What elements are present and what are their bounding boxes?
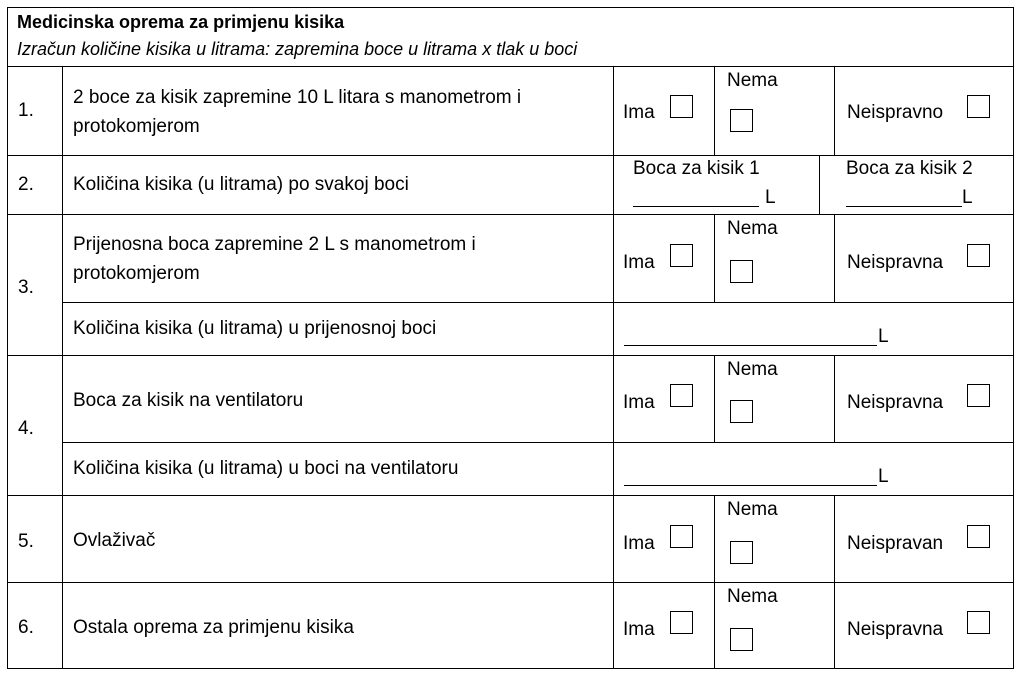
nema-checkbox[interactable] bbox=[730, 400, 753, 423]
option-faulty-label: Neispravna bbox=[847, 392, 944, 413]
boca-1-input-line[interactable] bbox=[633, 206, 759, 207]
table-border-right bbox=[1013, 7, 1014, 669]
col-divider-ima-r1 bbox=[714, 66, 715, 155]
option-faulty-label: Neispravna bbox=[847, 619, 944, 640]
row-number: 2. bbox=[18, 174, 34, 195]
option-ima-label: Ima bbox=[623, 102, 655, 123]
option-nema-label: Nema bbox=[727, 586, 778, 607]
row-label-line2: protokomjerom bbox=[73, 116, 200, 137]
ima-checkbox[interactable] bbox=[670, 525, 693, 548]
row-label: Ovlaživač bbox=[73, 530, 156, 551]
option-nema-label: Nema bbox=[727, 218, 778, 239]
col-divider-num bbox=[62, 66, 63, 669]
col-divider-nema-r6 bbox=[834, 582, 835, 668]
quantity-unit: L bbox=[878, 466, 889, 487]
form-title: Medicinska oprema za primjenu kisika bbox=[17, 12, 345, 32]
quantity-label: Količina kisika (u litrama) u prijenosnoj boci bbox=[73, 318, 437, 339]
col-divider-ima-r6 bbox=[714, 582, 715, 668]
row-label-line2: protokomjerom bbox=[73, 263, 200, 284]
nema-checkbox[interactable] bbox=[730, 628, 753, 651]
table-border-header-bottom bbox=[7, 66, 1014, 67]
option-ima-label: Ima bbox=[623, 533, 655, 554]
boca-1-label: Boca za kisik 1 bbox=[633, 158, 760, 179]
row-divider-5-6 bbox=[7, 582, 1014, 583]
option-ima-label: Ima bbox=[623, 392, 655, 413]
row-divider-4-sub bbox=[62, 442, 1014, 443]
option-ima-label: Ima bbox=[623, 619, 655, 640]
row-number: 5. bbox=[18, 531, 34, 552]
quantity-unit: L bbox=[878, 326, 889, 347]
boca-2-unit: L bbox=[962, 187, 973, 208]
boca-2-label: Boca za kisik 2 bbox=[846, 158, 973, 179]
ima-checkbox[interactable] bbox=[670, 95, 693, 118]
row-divider-2-3 bbox=[7, 214, 1014, 215]
faulty-checkbox[interactable] bbox=[967, 525, 990, 548]
row-label-line1: 2 boce za kisik zapremine 10 L litara s manometrom i bbox=[73, 87, 522, 108]
option-ima-label: Ima bbox=[623, 252, 655, 273]
option-nema-label: Nema bbox=[727, 499, 778, 520]
row-divider-4-5 bbox=[7, 495, 1014, 496]
row-label: Boca za kisik na ventilatoru bbox=[73, 390, 304, 411]
faulty-checkbox[interactable] bbox=[967, 244, 990, 267]
option-nema-label: Nema bbox=[727, 359, 778, 380]
form-subtitle: Izračun količine kisika u litrama: zapremina boce u litrama x tlak u boci bbox=[17, 39, 578, 59]
boca-2-input-line[interactable] bbox=[846, 206, 962, 207]
col-divider-nema-r1 bbox=[834, 66, 835, 155]
row-label: Količina kisika (u litrama) po svakoj boci bbox=[73, 174, 409, 195]
quantity-input-line[interactable] bbox=[624, 485, 877, 486]
col-divider-ima-r5 bbox=[714, 495, 715, 582]
row-label: Ostala oprema za primjenu kisika bbox=[73, 617, 354, 638]
quantity-label: Količina kisika (u litrama) u boci na ventilatoru bbox=[73, 458, 459, 479]
col-divider-label bbox=[613, 66, 614, 669]
nema-checkbox[interactable] bbox=[730, 260, 753, 283]
ima-checkbox[interactable] bbox=[670, 384, 693, 407]
nema-checkbox[interactable] bbox=[730, 541, 753, 564]
col-divider-boca-r2 bbox=[819, 155, 820, 214]
nema-checkbox[interactable] bbox=[730, 109, 753, 132]
col-divider-nema-r3 bbox=[834, 214, 835, 302]
row-label-line1: Prijenosna boca zapremine 2 L s manometrom i bbox=[73, 234, 476, 255]
row-number: 6. bbox=[18, 617, 34, 638]
row-number: 1. bbox=[18, 100, 34, 121]
option-nema-label: Nema bbox=[727, 70, 778, 91]
option-faulty-label: Neispravan bbox=[847, 533, 944, 554]
col-divider-nema-r4 bbox=[834, 355, 835, 442]
option-faulty-label: Neispravna bbox=[847, 252, 944, 273]
boca-1-unit: L bbox=[765, 187, 776, 208]
table-border-left bbox=[7, 7, 8, 669]
col-divider-ima-r4 bbox=[714, 355, 715, 442]
row-divider-3-sub bbox=[62, 302, 1014, 303]
col-divider-nema-r5 bbox=[834, 495, 835, 582]
row-number: 3. bbox=[18, 277, 34, 298]
faulty-checkbox[interactable] bbox=[967, 384, 990, 407]
row-number: 4. bbox=[18, 418, 34, 439]
option-faulty-label: Neispravno bbox=[847, 102, 944, 123]
ima-checkbox[interactable] bbox=[670, 244, 693, 267]
faulty-checkbox[interactable] bbox=[967, 95, 990, 118]
faulty-checkbox[interactable] bbox=[967, 611, 990, 634]
quantity-input-line[interactable] bbox=[624, 345, 877, 346]
ima-checkbox[interactable] bbox=[670, 611, 693, 634]
col-divider-ima-r3 bbox=[714, 214, 715, 302]
table-border-bottom bbox=[7, 668, 1014, 669]
row-divider-3-4 bbox=[7, 355, 1014, 356]
